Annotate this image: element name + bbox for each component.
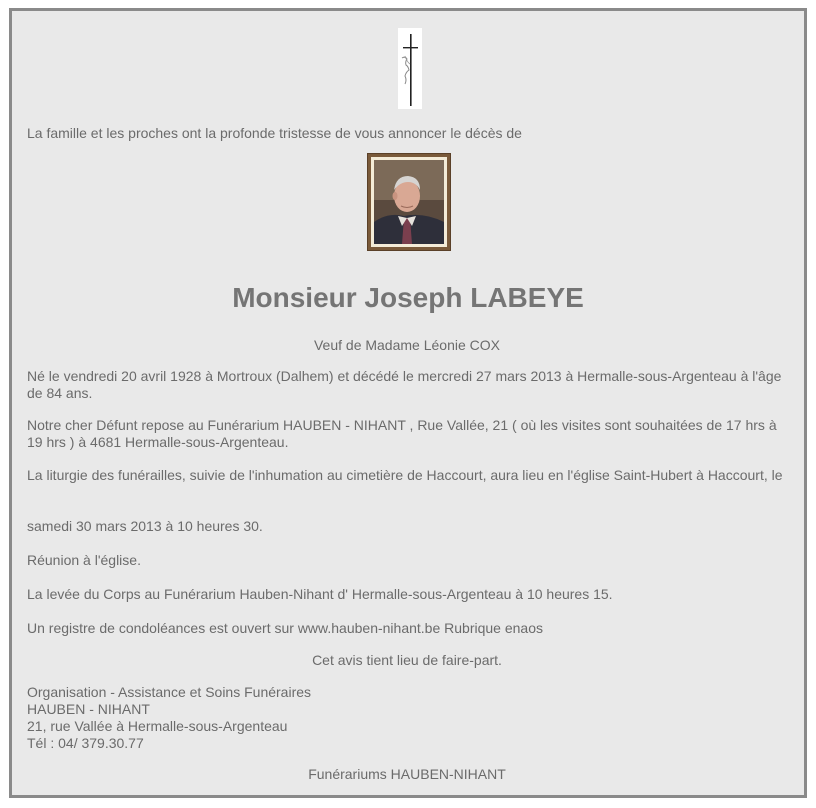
organisation-phone: Tél : 04/ 379.30.77 [27,735,144,751]
liturgy-text: La liturgie des funérailles, suivie de l'inhumation au cimetière de Haccourt, aura lieu en l'église Saint-Hubert à Haccourt, le [27,467,783,483]
notice-text: Cet avis tient lieu de faire-part. [312,652,502,668]
footer-text: Funérariums HAUBEN-NIHANT [308,766,506,782]
portrait-image [374,160,444,244]
organisation-line-1: Organisation - Assistance et Soins Funéraires [27,684,312,700]
body-departure-text: La levée du Corps au Funérarium Hauben-Nihant d' Hermalle-sous-Argenteau à 10 heures 15. [27,586,613,602]
intro-text: La famille et les proches ont la profonde tristesse de vous annoncer le décès de [27,125,522,141]
organisation-block [27,684,787,752]
birth-death-text: Né le vendredi 20 avril 1928 à Mortroux (Dalhem) et décédé le mercredi 27 mars 2013 à Hermalle-sous-Argenteau à l'âge de 84 ans. [27,368,782,401]
organisation-line-2: HAUBEN - NIHANT [27,701,150,717]
widower-line: Veuf de Madame Léonie COX [313,337,500,353]
rest-place-text: Notre cher Défunt repose au Funérarium HAUBEN - NIHANT , Rue Vallée, 21 ( où les visites sont souhaitées de 17 hrs à 19 hrs ) à 4681 Hermalle-sous-Argenteau. [27,417,777,450]
condolences-text: Un registre de condoléances est ouvert sur www.hauben-nihant.be Rubrique enaos [27,620,543,636]
obituary-card [9,8,807,798]
cross-emblem [398,28,422,109]
organisation-address: 21, rue Vallée à Hermalle-sous-Argenteau [27,718,288,734]
deceased-name: Monsieur Joseph LABEYE [232,282,584,313]
portrait-photo [367,153,451,251]
cross-icon [398,28,422,109]
meeting-text: Réunion à l'église. [27,552,141,568]
ceremony-datetime: samedi 30 mars 2013 à 10 heures 30. [27,518,263,534]
